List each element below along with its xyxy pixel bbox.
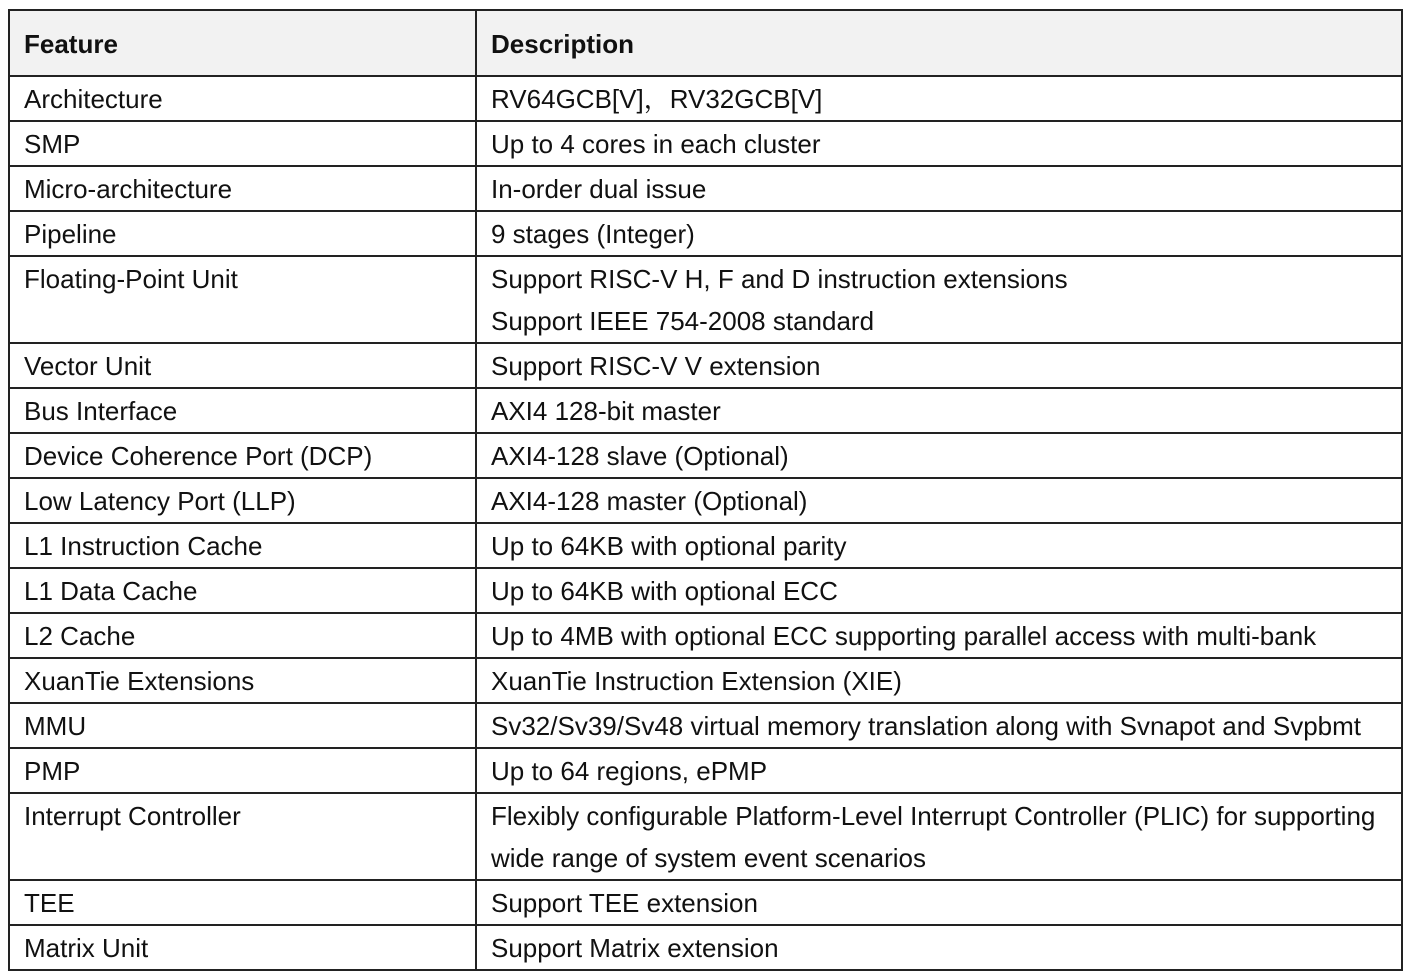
feature-cell: Bus Interface — [9, 388, 476, 433]
feature-cell: Floating-Point Unit — [9, 256, 476, 343]
description-line: RV64GCB[V]，RV32GCB[V] — [491, 84, 823, 114]
description-line: Support IEEE 754-2008 standard — [491, 306, 875, 336]
description-cell — [476, 925, 1402, 970]
feature-cell: L1 Data Cache — [9, 568, 476, 613]
table-row — [9, 211, 1402, 256]
table-row — [9, 925, 1402, 970]
description-cell — [476, 388, 1402, 433]
description-cell — [476, 121, 1402, 166]
feature-cell: Matrix Unit — [9, 925, 476, 970]
feature-cell: Vector Unit — [9, 343, 476, 388]
description-line: AXI4 128-bit master — [491, 396, 721, 426]
table-row — [9, 793, 1402, 880]
description-line: 9 stages (Integer) — [491, 219, 695, 249]
feature-cell: Interrupt Controller — [9, 793, 476, 880]
description-line: AXI4-128 slave (Optional) — [491, 441, 789, 471]
feature-cell: TEE — [9, 880, 476, 925]
description-line: AXI4-128 master (Optional) — [491, 486, 808, 516]
feature-cell: MMU — [9, 703, 476, 748]
description-line: Support RISC-V V extension — [491, 351, 821, 381]
feature-table — [8, 9, 1403, 971]
description-cell — [476, 478, 1402, 523]
description-cell — [476, 256, 1402, 343]
table-row — [9, 121, 1402, 166]
header-description: Description — [476, 10, 1402, 76]
feature-cell: Architecture — [9, 76, 476, 121]
table-row — [9, 478, 1402, 523]
feature-cell: Pipeline — [9, 211, 476, 256]
description-line: Up to 64KB with optional ECC — [491, 576, 838, 606]
table-row — [9, 613, 1402, 658]
description-cell — [476, 568, 1402, 613]
table-row — [9, 166, 1402, 211]
description-cell — [476, 613, 1402, 658]
description-line: Up to 64 regions, ePMP — [491, 756, 768, 786]
table-row — [9, 748, 1402, 793]
table-row — [9, 343, 1402, 388]
feature-cell: XuanTie Extensions — [9, 658, 476, 703]
description-cell — [476, 880, 1402, 925]
table-row — [9, 76, 1402, 121]
description-line: In-order dual issue — [491, 174, 707, 204]
description-cell — [476, 748, 1402, 793]
feature-cell: L1 Instruction Cache — [9, 523, 476, 568]
feature-cell: SMP — [9, 121, 476, 166]
description-line: Sv32/Sv39/Sv48 virtual memory translation along with Svnapot and Svpbmt — [491, 711, 1362, 741]
description-line: Up to 4MB with optional ECC supporting parallel access with multi-bank — [491, 621, 1317, 651]
table-row — [9, 256, 1402, 343]
table-row — [9, 703, 1402, 748]
table-header-row — [9, 10, 1402, 76]
table-row — [9, 658, 1402, 703]
table-body — [9, 76, 1402, 970]
feature-cell: PMP — [9, 748, 476, 793]
description-line: Up to 4 cores in each cluster — [491, 129, 821, 159]
table-row — [9, 568, 1402, 613]
feature-cell: Device Coherence Port (DCP) — [9, 433, 476, 478]
feature-cell: Micro-architecture — [9, 166, 476, 211]
description-line: XuanTie Instruction Extension (XIE) — [491, 666, 902, 696]
description-cell — [476, 523, 1402, 568]
description-cell — [476, 658, 1402, 703]
description-line: Support Matrix extension — [491, 933, 779, 963]
description-cell — [476, 211, 1402, 256]
table-row — [9, 523, 1402, 568]
description-line: Up to 64KB with optional parity — [491, 531, 847, 561]
description-cell — [476, 793, 1402, 880]
description-cell — [476, 703, 1402, 748]
description-cell — [476, 76, 1402, 121]
description-cell — [476, 343, 1402, 388]
table-row — [9, 433, 1402, 478]
description-line: Support RISC-V H, F and D instruction extensions — [491, 264, 1068, 294]
description-line: Support TEE extension — [491, 888, 758, 918]
table-row — [9, 880, 1402, 925]
feature-cell: Low Latency Port (LLP) — [9, 478, 476, 523]
table-row — [9, 388, 1402, 433]
description-cell — [476, 433, 1402, 478]
feature-cell: L2 Cache — [9, 613, 476, 658]
description-cell — [476, 166, 1402, 211]
header-feature: Feature — [9, 10, 476, 76]
description-line: Flexibly configurable Platform-Level Interrupt Controller (PLIC) for supporting wide range of system event scenarios — [491, 801, 1376, 873]
